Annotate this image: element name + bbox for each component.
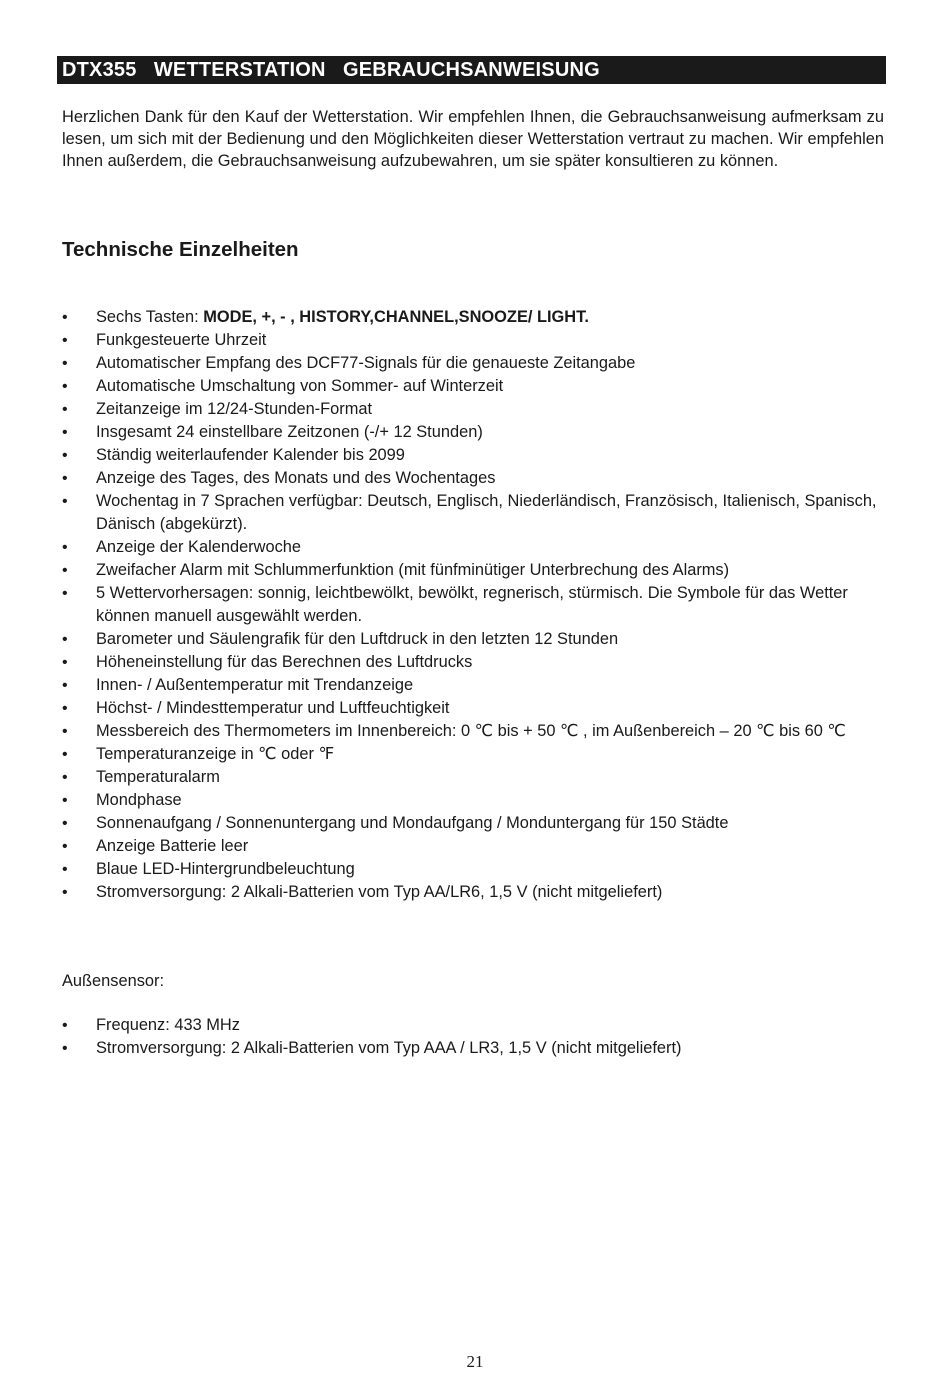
list-item: • Temperaturalarm [62,766,884,789]
page-number: 21 [466,1352,484,1371]
section-heading: Technische Einzelheiten [62,238,299,261]
list-item: • Höchst- / Mindesttemperatur und Luftfeuchtigkeit [62,697,884,720]
list-item: • Höheneinstellung für das Berechnen des Luftdrucks [62,651,884,674]
list-item: • Zweifacher Alarm mit Schlummerfunktion (mit fünfminütiger Unterbrechung des Alarms) [62,559,884,582]
feature-list [62,306,884,904]
list-item: • Frequenz: 433 MHz [62,1014,884,1037]
document-title: DTX355 WETTERSTATION GEBRAUCHSANWEISUNG [57,56,886,84]
sensor-list [62,1014,884,1060]
list-item: • Innen- / Außentemperatur mit Trendanzeige [62,674,884,697]
sensor-label: Außensensor: [62,972,165,990]
list-item: • Sonnenaufgang / Sonnenuntergang und Mondaufgang / Monduntergang für 150 Städte [62,812,884,835]
list-item: • Mondphase [62,789,884,812]
list-item: • Stromversorgung: 2 Alkali-Batterien vom Typ AA/LR6, 1,5 V (nicht mitgeliefert) [62,881,884,904]
list-item: • Barometer und Säulengrafik für den Luftdruck in den letzten 12 Stunden [62,628,884,651]
list-item: • Temperaturanzeige in ℃ oder ℉ [62,743,884,766]
list-item: • Messbereich des Thermometers im Innenbereich: 0 ℃ bis + 50 ℃ , im Außenbereich – 20 ℃ bis 60 ℃ [62,720,884,743]
list-item: • Insgesamt 24 einstellbare Zeitzonen (-/+ 12 Stunden) [62,421,884,444]
list-item: • Stromversorgung: 2 Alkali-Batterien vom Typ AAA / LR3, 1,5 V (nicht mitgeliefert) [62,1037,884,1060]
list-item [62,306,884,329]
list-item: • Automatischer Empfang des DCF77-Signals für die genaueste Zeitangabe [62,352,884,375]
list-item: • Wochentag in 7 Sprachen verfügbar: Deutsch, Englisch, Niederländisch, Französisch, Italienisch, Spanisch, Dänisch (abgekürzt). [62,490,884,536]
list-item: • Zeitanzeige im 12/24-Stunden-Format [62,398,884,421]
list-item: • Ständig weiterlaufender Kalender bis 2099 [62,444,884,467]
list-item: • Funkgesteuerte Uhrzeit [62,329,884,352]
intro-paragraph: Herzlichen Dank für den Kauf der Wetterstation. Wir empfehlen Ihnen, die Gebrauchsanweisung aufmerksam zu lesen, um sich mit der Bedienung und den Möglichkeiten dieser Wetterstation vertraut zu machen. Wir empfehlen Ihnen außerdem, die Gebrauchsanweisung aufzubewahren, um sie später konsultieren zu können. [62,108,884,170]
list-item: • Automatische Umschaltung von Sommer- auf Winterzeit [62,375,884,398]
list-item: • Anzeige der Kalenderwoche [62,536,884,559]
list-item: • Anzeige des Tages, des Monats und des Wochentages [62,467,884,490]
list-item: • 5 Wettervorhersagen: sonnig, leichtbewölkt, bewölkt, regnerisch, stürmisch. Die Symbole für das Wetter können manuell ausgewählt werden. [62,582,884,628]
list-item-prefix: Sechs Tasten: [96,308,204,326]
list-item: • Anzeige Batterie leer [62,835,884,858]
list-item: • Blaue LED-Hintergrundbeleuchtung [62,858,884,881]
button-names: MODE, +, - , HISTORY,CHANNEL,SNOOZE/ LIGHT. [203,308,589,326]
